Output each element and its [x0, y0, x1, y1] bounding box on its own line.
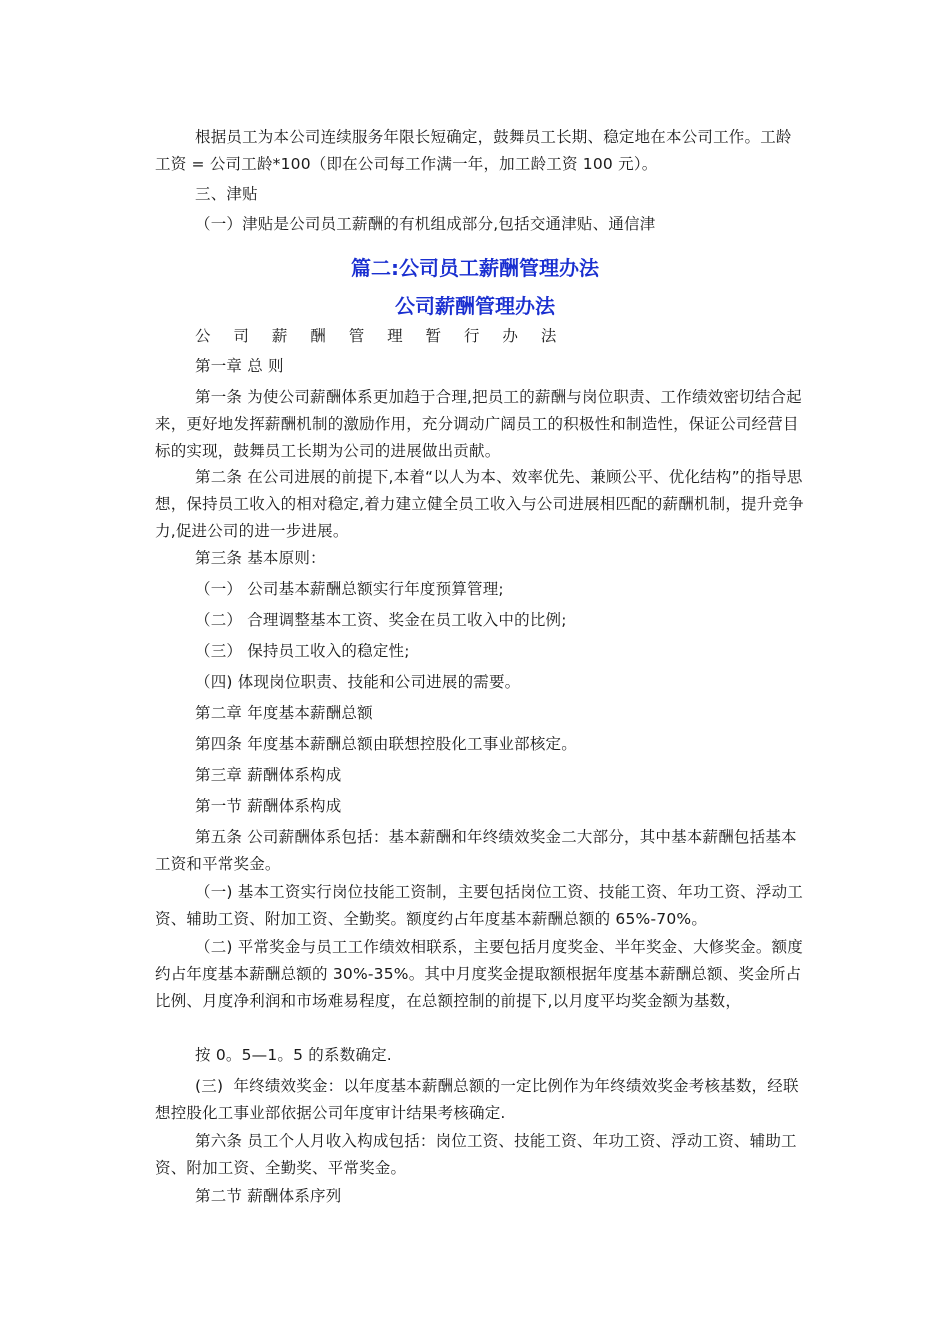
principle-1: （一） 公司基本薪酬总额实行年度预算管理;	[195, 580, 504, 598]
article-1: 第一条 为使公司薪酬体系更加趋于合理,把员工的薪酬与岗位职责、工作绩效密切结合起来，更好地发挥薪酬机制的激励作用，充分调动广阔员工的积极性和制造性，保证公司经营目标的实现，鼓舞员工长期为公司的进展做出贡献。	[155, 388, 802, 460]
article-4: 第四条 年度基本薪酬总额由联想控股化工事业部核定。	[195, 735, 577, 753]
chapter-1-heading: 第一章 总 则	[195, 357, 284, 375]
section-1-heading: 第一节 薪酬体系构成	[195, 797, 342, 815]
article-5: 第五条 公司薪酬体系包括：基本薪酬和年终绩效奖金二大部分，其中基本薪酬包括基本工资和平常奖金。	[155, 828, 797, 873]
chapter-3-heading: 第三章 薪酬体系构成	[195, 766, 342, 784]
principle-3: （三） 保持员工收入的稳定性;	[195, 642, 410, 660]
principle-4: （四) 体现岗位职责、技能和公司进展的需要。	[195, 673, 521, 691]
paragraph-seniority-pay: 根据员工为本公司连续服务年限长短确定，鼓舞员工长期、稳定地在本公司工作。工龄工资 = 公司工龄*100（即在公司每工作满一年，加工龄工资 100 元）。	[155, 128, 792, 173]
article-5-coefficient: 按 0。5—1。5 的系数确定.	[195, 1046, 392, 1064]
document-subtitle: 公司薪酬管理办法	[395, 294, 555, 318]
heading-allowance: 三、津贴	[195, 185, 258, 203]
paragraph-allowance-1: （一）津贴是公司员工薪酬的有机组成部分,包括交通津贴、通信津	[195, 215, 656, 233]
article-3: 第三条 基本原则：	[195, 549, 326, 567]
section-2-heading: 第二节 薪酬体系序列	[195, 1187, 342, 1205]
article-6: 第六条 员工个人月收入构成包括：岗位工资、技能工资、年功工资、浮动工资、辅助工资、附加工资、全勤奖、平常奖金。	[155, 1132, 797, 1177]
principle-2: （二） 合理调整基本工资、奖金在员工收入中的比例;	[195, 611, 567, 629]
spaced-heading: 公 司 薪 酬 管 理 暂 行 办 法	[195, 327, 566, 345]
article-5-item-2: （二) 平常奖金与员工工作绩效相联系，主要包括月度奖金、半年奖金、大修奖金。额度约占年度基本薪酬总额的 30%-35%。其中月度奖金提取额根据年度基本薪酬总额、奖金所占比例、月度净利润和市场难易程度，在总额控制的前提下,以月度平均奖金额为基数，	[155, 938, 803, 1010]
document-title: 篇二:公司员工薪酬管理办法	[351, 256, 599, 280]
article-5-item-1: （一) 基本工资实行岗位技能工资制，主要包括岗位工资、技能工资、年功工资、浮动工资、辅助工资、附加工资、全勤奖。额度约占年度基本薪酬总额的 65%-70%。	[155, 883, 803, 928]
article-5-item-3: (三) 年终绩效奖金：以年度基本薪酬总额的一定比例作为年终绩效奖金考核基数，经联想控股化工事业部依据公司年度审计结果考核确定.	[155, 1077, 799, 1122]
chapter-2-heading: 第二章 年度基本薪酬总额	[195, 704, 373, 722]
article-2: 第二条 在公司进展的前提下,本着“以人为本、效率优先、兼顾公平、优化结构”的指导思想，保持员工收入的相对稳定,着力建立健全员工收入与公司进展相匹配的薪酬机制，提升竞争力,促进公司的进一步进展。	[155, 468, 804, 540]
